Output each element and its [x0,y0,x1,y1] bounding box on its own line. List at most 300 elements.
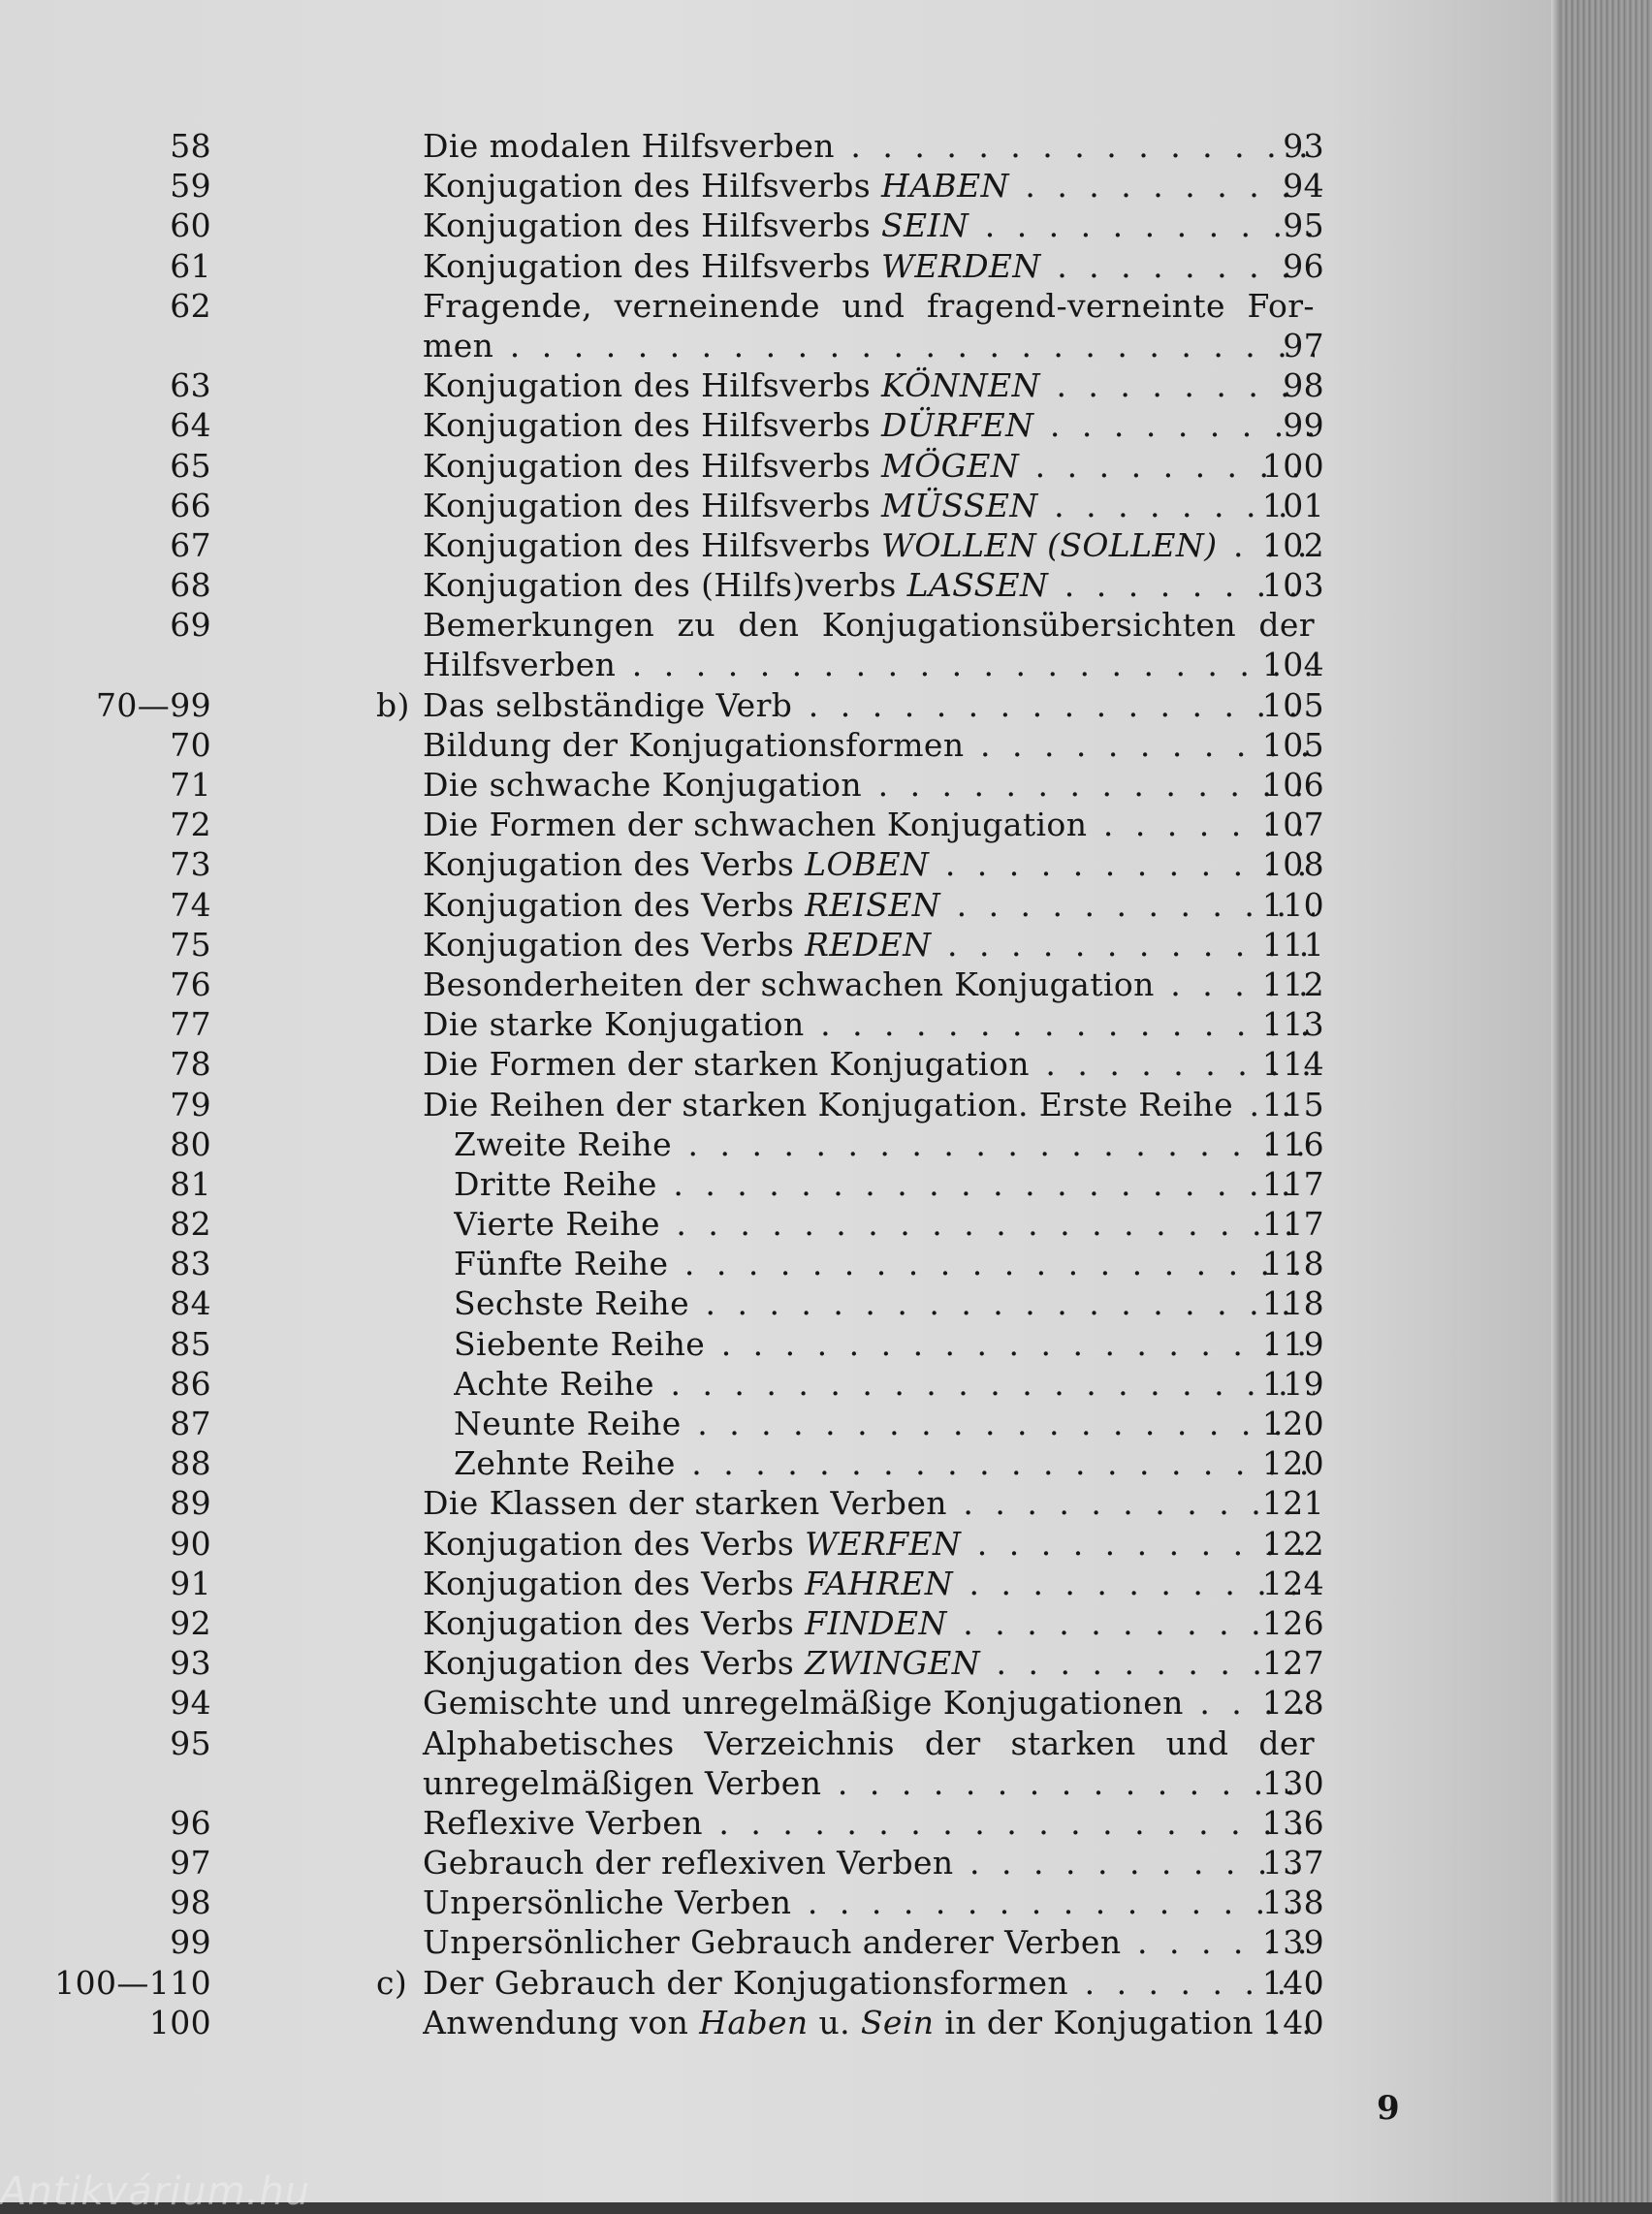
toc-entry [0,206,1561,245]
toc-entry [0,1085,1561,1124]
page-reference: 121 [1261,1484,1324,1523]
toc-row [0,525,1561,565]
entry-title [423,1483,1315,1523]
toc-row [0,885,1561,925]
entry-title [423,126,1315,166]
toc-entry [0,925,1561,965]
page-reference: 126 [1261,1603,1324,1642]
entry-title-text: Bildung der Konjugationsformen [423,725,965,764]
toc-row [0,1085,1561,1124]
table-of-contents [0,126,1561,2042]
leader-dots [672,1125,1315,1163]
entry-title [423,565,1315,605]
toc-entry [0,1524,1561,1564]
page-reference: 105 [1261,725,1324,764]
entry-title-text: Konjugation des Verbs REDEN [423,925,932,964]
page-reference: 98 [1283,366,1324,405]
section-number: 91 [170,1564,211,1602]
entry-title-text: Konjugation des Hilfsverbs SEIN [423,206,969,245]
section-number: 98 [170,1883,211,1922]
entry-title-text: Neunte Reihe [454,1405,682,1442]
leader-dots [1009,167,1315,205]
toc-row [0,1724,1561,1763]
leader-dots [791,1883,1315,1921]
toc-entry [0,446,1561,486]
toc-entry [0,1564,1561,1603]
section-number: 87 [170,1405,211,1442]
entry-title [423,286,1315,326]
entry-title [423,1044,1315,1084]
toc-entry [0,286,1561,365]
toc-entry [0,805,1561,844]
section-number: 66 [170,486,211,524]
section-number: 75 [170,925,211,964]
toc-entry [0,1324,1561,1364]
page-reference: 136 [1261,1803,1324,1842]
section-number: 100—110 [54,1963,211,2002]
entry-title [454,1124,1315,1164]
entry-title [423,1763,1315,1803]
page-reference: 111 [1261,925,1324,964]
page-reference: 104 [1261,646,1324,684]
toc-entry [0,1483,1561,1523]
toc-row [0,1443,1561,1483]
toc-entry [0,1843,1561,1882]
page-reference: 99 [1283,406,1324,445]
toc-row [0,2003,1561,2042]
entry-title-text: Konjugation des Hilfsverbs WERDEN [423,246,1041,285]
section-number: 70 [170,725,211,764]
entry-title-text: Besonderheiten der schwachen Konjugation [423,965,1155,1003]
page-reference: 122 [1261,1524,1324,1563]
toc-entry [0,1603,1561,1643]
entry-title [423,206,1315,245]
entry-title-text: men [423,326,494,364]
entry-title [423,365,1315,405]
leader-dots [792,686,1315,724]
page-reference: 95 [1283,206,1324,245]
toc-row [0,844,1561,884]
leader-dots [668,1245,1315,1282]
entry-title-text: Reflexive Verben [423,1803,703,1842]
entry-title [423,1643,1315,1683]
toc-row [0,246,1561,286]
page-reference: 108 [1261,845,1324,884]
page-reference: 128 [1261,1684,1324,1723]
entry-title [423,925,1315,965]
section-number: 97 [170,1844,211,1882]
section-number: 96 [170,1803,211,1842]
leader-dots [1033,406,1315,444]
toc-row [0,1204,1561,1244]
toc-row [0,805,1561,844]
toc-entry [0,725,1561,765]
page-reference: 118 [1261,1245,1324,1283]
leader-dots [689,1284,1315,1322]
toc-entry [0,1244,1561,1283]
page-reference: 113 [1261,1005,1324,1044]
toc-row [0,1364,1561,1404]
section-number: 65 [170,446,211,485]
section-number: 94 [170,1684,211,1723]
page-reference: 140 [1261,1963,1324,2002]
page-reference: 127 [1261,1644,1324,1683]
toc-row [0,405,1561,445]
entry-title-text: Der Gebrauch der Konjugationsformen [423,1963,1069,2002]
section-number: 83 [170,1245,211,1283]
entry-title-text: Konjugation des Verbs FAHREN [423,1564,953,1602]
page-reference: 103 [1261,566,1324,605]
entry-title [454,1164,1315,1204]
page-reference: 106 [1261,766,1324,804]
toc-row [0,446,1561,486]
toc-entry [0,1044,1561,1084]
toc-entry [0,1004,1561,1044]
section-marker: b) [376,685,410,724]
toc-row [0,605,1561,645]
toc-row [0,565,1561,605]
entry-title [423,685,1315,725]
entry-title-text: Konjugation des Hilfsverbs DÜRFEN [423,406,1034,445]
entry-title-text: Anwendung von Haben u. Sein in der Konjugation [423,2003,1254,2041]
leader-dots [932,926,1316,964]
leader-dots [969,206,1315,244]
entry-title-text: Zehnte Reihe [454,1444,676,1483]
toc-entry [0,965,1561,1004]
toc-row [0,1843,1561,1882]
page-reference: 118 [1261,1284,1324,1323]
entry-title-text: Konjugation des Verbs ZWINGEN [423,1644,981,1683]
toc-row [0,1324,1561,1364]
toc-row [0,765,1561,805]
toc-row [0,1882,1561,1922]
entry-title [423,805,1315,844]
entry-title-text: Fünfte Reihe [454,1245,669,1283]
section-number: 85 [170,1324,211,1363]
entry-title-text: Unpersönliche Verben [423,1883,792,1922]
toc-entry [0,1443,1561,1483]
leader-dots [953,1565,1315,1602]
entry-title [454,1204,1315,1244]
toc-entry [0,765,1561,805]
entry-title-text: Konjugation des Hilfsverbs MÖGEN [423,446,1020,485]
page-reference: 116 [1261,1124,1324,1163]
toc-row [0,286,1561,326]
entry-title [423,885,1315,925]
toc-row [0,1564,1561,1603]
section-number: 70—99 [96,685,211,724]
section-number: 61 [170,246,211,285]
toc-row [0,365,1561,405]
leader-dots [805,1005,1315,1043]
entry-title-text: Konjugation des Hilfsverbs KÖNNEN [423,366,1040,405]
toc-row [0,1124,1561,1164]
leader-dots [821,1764,1315,1802]
page-reference: 119 [1261,1324,1324,1363]
entry-title [423,1922,1315,1962]
section-number: 74 [170,885,211,924]
watermark: Antikvárium.hu [0,2169,311,2214]
section-number: 69 [170,606,211,645]
entry-title [423,1564,1315,1603]
leader-dots [660,1205,1315,1243]
leader-dots [947,1484,1315,1522]
section-number: 88 [170,1444,211,1483]
entry-title-text: Unpersönlicher Gebrauch anderer Verben [423,1923,1122,1962]
section-number: 76 [170,965,211,1003]
entry-title-text: Konjugation des Hilfsverbs HABEN [423,167,1009,206]
page-reference: 120 [1261,1405,1324,1442]
section-number: 64 [170,406,211,445]
toc-entry [0,1882,1561,1922]
entry-title [423,605,1315,645]
entry-title [454,1283,1315,1323]
section-marker: c) [376,1963,408,2002]
entry-title [423,1524,1315,1564]
entry-title-text: Die Formen der starken Konjugation [423,1045,1030,1084]
toc-entry [0,1643,1561,1683]
section-number: 89 [170,1484,211,1523]
section-number: 58 [170,127,211,165]
toc-entry [0,685,1561,725]
leader-dots [676,1444,1315,1482]
entry-title-text: Sechste Reihe [454,1284,689,1323]
page-reference: 130 [1261,1763,1324,1802]
entry-title-text: Die Formen der schwachen Konjugation [423,806,1088,844]
section-number: 93 [170,1644,211,1683]
toc-row [0,1803,1561,1843]
toc-row [0,1244,1561,1283]
entry-title [423,725,1315,765]
leader-dots [682,1405,1315,1442]
page-number: 9 [1377,2089,1400,2128]
toc-entry [0,1922,1561,1962]
leader-dots [835,127,1315,165]
entry-title-text: Die Klassen der starken Verben [423,1484,947,1523]
section-number: 72 [170,806,211,844]
toc-entry [0,1963,1561,2003]
entry-title-text: Dritte Reihe [454,1164,657,1203]
entry-title-text: Konjugation des Verbs FINDEN [423,1603,947,1642]
toc-row [0,1524,1561,1564]
page-reference: 114 [1261,1045,1324,1084]
page-reference: 139 [1261,1923,1324,1962]
toc-row [0,1922,1561,1962]
toc-entry [0,1404,1561,1443]
entry-title [423,1882,1315,1922]
toc-row [0,965,1561,1004]
entry-title-text: Konjugation des Verbs WERFEN [423,1524,962,1563]
toc-entry [0,486,1561,525]
entry-title-text: Das selbständige Verb [423,685,793,724]
page-reference: 96 [1283,246,1324,285]
toc-entry [0,1803,1561,1843]
entry-title [423,1085,1315,1124]
section-number: 63 [170,366,211,405]
toc-entry [0,605,1561,684]
toc-row [0,1643,1561,1683]
page-reference: 97 [1283,326,1324,364]
page-reference: 124 [1261,1564,1324,1602]
page-reference: 107 [1261,806,1324,844]
entry-title-text: Fragende, verneinende und fragend-verneinte For- [423,286,1315,325]
page-reference: 110 [1261,885,1324,924]
leader-dots [947,1604,1315,1642]
toc-row [0,645,1561,684]
entry-title-text: Konjugation des Verbs LOBEN [423,845,930,884]
section-number: 81 [170,1164,211,1203]
entry-title [454,1404,1315,1443]
entry-title-text: Vierte Reihe [454,1205,660,1244]
entry-title [423,1803,1315,1843]
section-number: 73 [170,845,211,884]
toc-row [0,206,1561,245]
page-reference: 101 [1261,486,1324,524]
page-reference: 115 [1261,1085,1324,1123]
section-number: 80 [170,1124,211,1163]
entry-title [423,1004,1315,1044]
entry-title-text: Zweite Reihe [454,1124,673,1163]
page-reference: 94 [1283,167,1324,206]
entry-title-text: Gemischte und unregelmäßige Konjugationen [423,1684,1184,1723]
entry-title [423,1843,1315,1882]
entry-title-text: Alphabetisches Verzeichnis der starken und der [423,1724,1315,1762]
toc-row [0,1164,1561,1204]
toc-row [0,326,1561,365]
entry-title [454,1324,1315,1364]
toc-entry [0,126,1561,166]
toc-row [0,486,1561,525]
leader-dots [616,646,1315,683]
entry-title-text: Hilfsverben [423,646,617,684]
toc-row [0,725,1561,765]
entry-title [454,1244,1315,1283]
entry-title [423,1603,1315,1643]
entry-title-text: Die Reihen der starken Konjugation. Erste Reihe [423,1085,1234,1123]
section-number: 79 [170,1085,211,1123]
entry-title [423,645,1315,684]
entry-title [423,486,1315,525]
book-spine [1561,0,1652,2202]
entry-title-text: Konjugation des Verbs REISEN [423,885,941,924]
entry-title-text: Konjugation des Hilfsverbs MÜSSEN [423,486,1038,524]
toc-row [0,925,1561,965]
leader-dots [940,886,1315,924]
entry-title [423,1724,1315,1763]
page-reference: 120 [1261,1444,1324,1483]
page-reference: 105 [1261,685,1324,724]
entry-title-text: Die modalen Hilfsverben [423,127,835,165]
toc-row [0,1683,1561,1723]
page-reference: 117 [1261,1164,1324,1203]
toc-entry [0,166,1561,206]
toc-row [0,126,1561,166]
section-number: 100 [148,2003,211,2041]
page-reference: 102 [1261,525,1324,564]
section-number: 84 [170,1284,211,1323]
entry-title [423,1963,1315,2003]
entry-title [454,1364,1315,1404]
page-reference: 100 [1261,446,1324,485]
section-number: 78 [170,1045,211,1084]
toc-entry [0,1364,1561,1404]
toc-entry [0,2003,1561,2042]
section-number: 60 [170,206,211,245]
entry-title [423,765,1315,805]
leader-dots [657,1165,1315,1203]
toc-row [0,1283,1561,1323]
toc-entry [0,246,1561,286]
entry-title-text: Gebrauch der reflexiven Verben [423,1844,954,1882]
entry-title-text: Achte Reihe [454,1364,654,1403]
toc-entry [0,1683,1561,1723]
section-number: 82 [170,1205,211,1244]
page-reference: 137 [1261,1844,1324,1882]
section-number: 68 [170,566,211,605]
page-reference: 140 [1261,2003,1324,2041]
toc-entry [0,1204,1561,1244]
toc-entry [0,844,1561,884]
page-reference: 112 [1261,965,1324,1003]
toc-entry [0,1283,1561,1323]
page-reference: 138 [1261,1883,1324,1922]
section-number: 86 [170,1364,211,1403]
toc-entry [0,1164,1561,1204]
toc-entry [0,525,1561,565]
entry-title [423,525,1315,565]
entry-title-text: Siebente Reihe [454,1324,706,1363]
section-number: 59 [170,167,211,206]
section-number: 62 [170,286,211,325]
entry-title-text: Die starke Konjugation [423,1005,805,1044]
section-number: 71 [170,766,211,804]
entry-title-text: Konjugation des (Hilfs)verbs LASSEN [423,566,1049,605]
toc-row [0,1044,1561,1084]
leader-dots [1040,366,1315,404]
toc-row [0,1004,1561,1044]
toc-entry [0,365,1561,405]
toc-row [0,1603,1561,1643]
toc-row [0,1763,1561,1803]
section-number: 95 [170,1724,211,1762]
leader-dots [929,845,1315,883]
entry-title [423,405,1315,445]
section-number: 99 [170,1923,211,1962]
leader-dots [954,1844,1315,1882]
section-number: 90 [170,1524,211,1563]
section-number: 67 [170,525,211,564]
toc-entry [0,565,1561,605]
leader-dots [862,766,1315,804]
leader-dots [705,1325,1315,1363]
entry-title [423,965,1315,1004]
entry-title [423,1683,1315,1723]
leader-dots [703,1804,1315,1842]
toc-entry [0,1124,1561,1164]
entry-title [423,166,1315,206]
page-reference: 117 [1261,1205,1324,1244]
section-number: 77 [170,1005,211,1044]
page-reference: 119 [1261,1364,1324,1403]
entry-title-text: unregelmäßigen Verben [423,1763,822,1802]
entry-title-text: Bemerkungen zu den Konjugationsübersichten der [423,606,1315,645]
entry-title [423,446,1315,486]
entry-title [423,326,1315,365]
entry-title-text: Konjugation des Hilfsverbs WOLLEN (SOLLEN) [423,525,1218,564]
toc-row [0,166,1561,206]
toc-entry [0,1724,1561,1803]
toc-row [0,1963,1561,2003]
